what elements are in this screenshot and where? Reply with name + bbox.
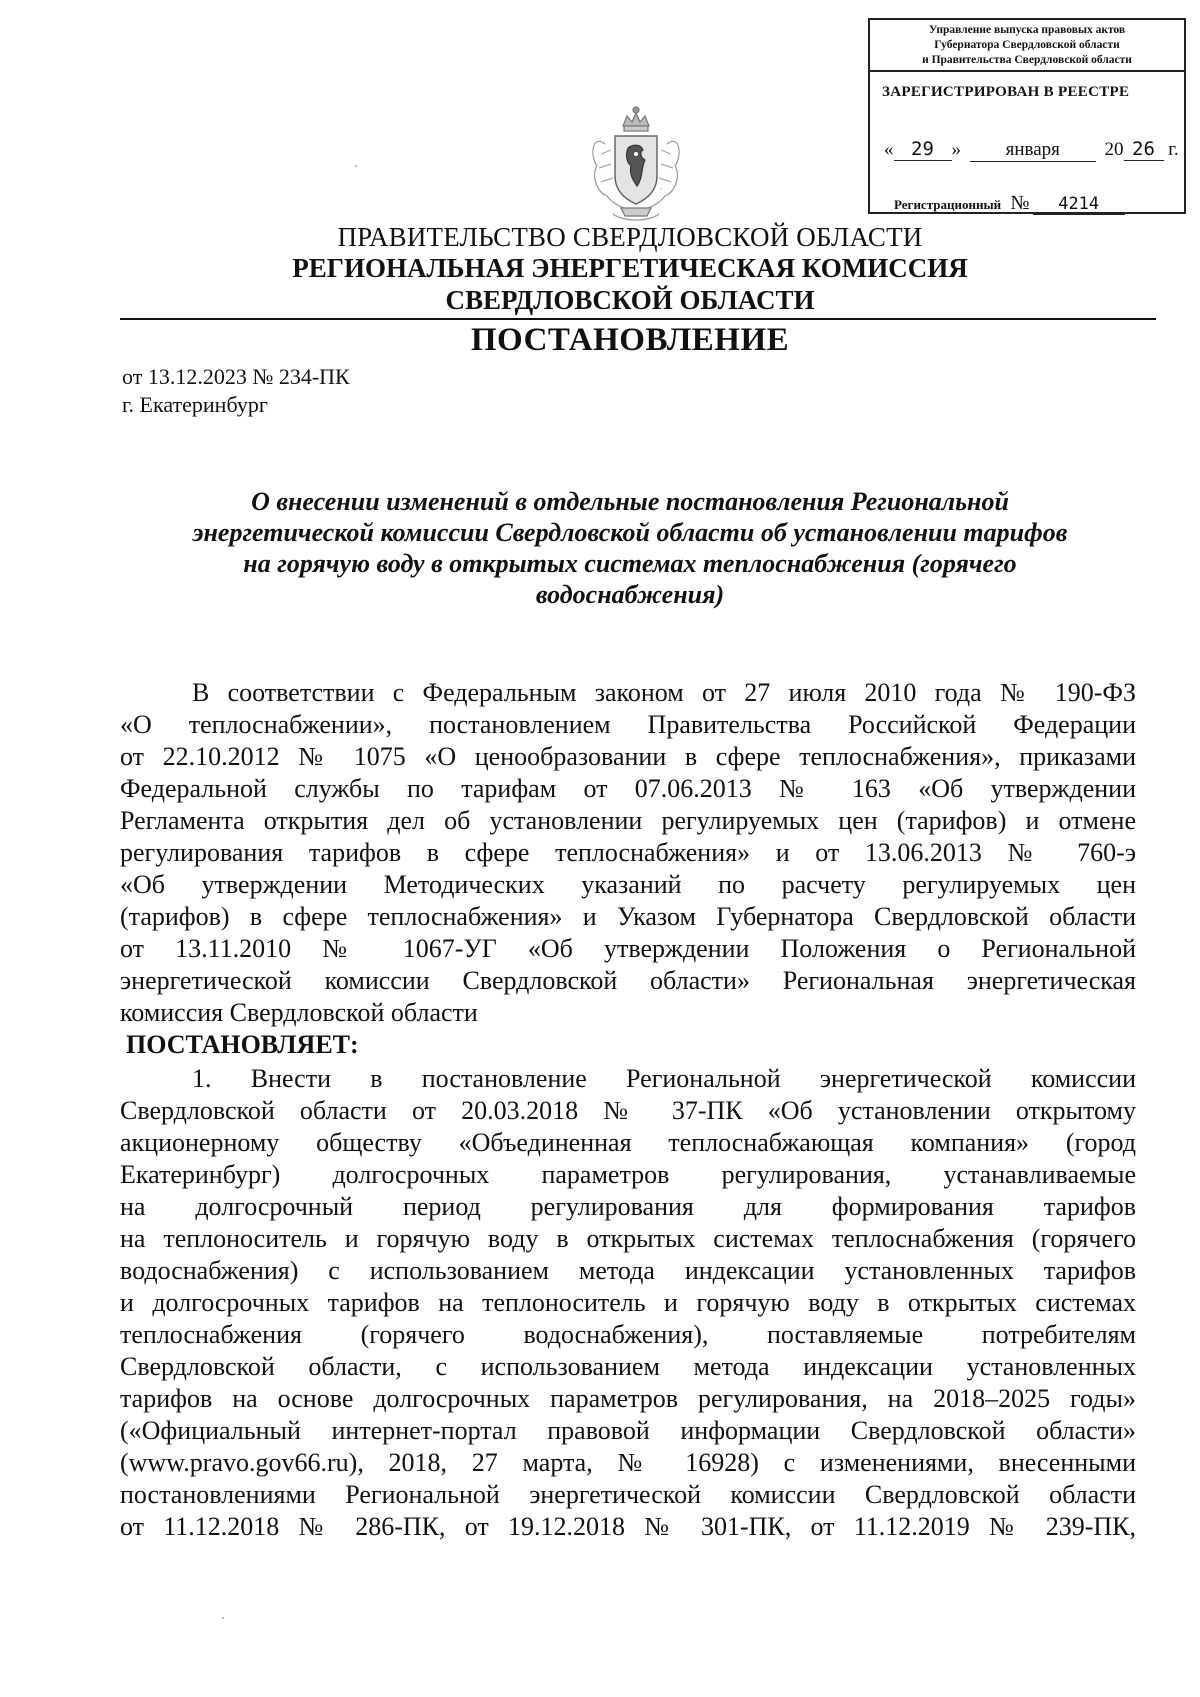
stamp-date-close-quote: » (951, 139, 961, 160)
preamble-line: Федеральной службы по тарифам от 07.06.2013 № 163 «Об утверждении (120, 774, 1136, 803)
title-line: на горячую воду в открытых системах теплоснабжения (горячего (243, 549, 1017, 578)
preamble-line: «Об утверждении Методических указаний по расчету регулируемых цен (120, 870, 1136, 899)
item-line: водоснабжения) с использованием метода индексации установленных тарифов (120, 1256, 1136, 1285)
item-line: теплоснабжения (горячего водоснабжения), поставляемые потребителям (120, 1320, 1136, 1349)
government-name: ПРАВИТЕЛЬСТВО СВЕРДЛОВСКОЙ ОБЛАСТИ (337, 222, 923, 252)
title-line: О внесении изменений в отдельные постановления Региональной (251, 487, 1009, 516)
registration-stamp (868, 18, 1186, 214)
preamble-line: (тарифов) в сфере теплоснабжения» и Указом Губернатора Свердловской области (120, 902, 1136, 931)
document-type: ПОСТАНОВЛЕНИЕ (470, 322, 790, 358)
commission-name-line2: СВЕРДЛОВСКОЙ ОБЛАСТИ (445, 285, 815, 315)
stamp-date-open-quote: « (884, 139, 894, 160)
stamp-number-value: 4214 (1033, 194, 1125, 215)
item-line: и долгосрочных тарифов на теплоноситель и горячую воду в открытых системах (120, 1288, 1136, 1317)
stamp-date-year-prefix: 20 (1104, 139, 1124, 160)
stamp-date-month: января (970, 139, 1096, 162)
item-line: акционерному обществу «Объединенная теплоснабжающая компания» (город (120, 1128, 1136, 1157)
preamble-line: регулирования тарифов в сфере теплоснабжения» и от 13.06.2013 № 760-э (120, 838, 1136, 867)
stamp-header-line: Губернатора Свердловской области (934, 39, 1120, 51)
title-line: водоснабжения) (535, 580, 725, 609)
stamp-header-line: и Правительства Свердловской области (922, 54, 1132, 66)
item-line: постановлениями Региональной энергетической комиссии Свердловской области (120, 1480, 1136, 1509)
preamble-line: от 22.10.2012 № 1075 «О ценообразовании в сфере теплоснабжения», приказами (120, 742, 1136, 771)
stamp-number (894, 192, 1125, 215)
scan-speck (355, 165, 357, 167)
header-divider (120, 318, 1156, 320)
item-line: (www.pravo.gov66.ru), 2018, 27 марта, № 16928) с изменениями, внесенными (120, 1448, 1136, 1477)
stamp-date-day: 29 (894, 138, 952, 161)
item-line: на теплоноситель и горячую воду в открытых системах теплоснабжения (горячего (120, 1224, 1136, 1253)
preamble-line: В соответствии с Федеральным законом от 27 июля 2010 года № 190-ФЗ (192, 678, 1136, 707)
document-title (130, 486, 1130, 610)
stamp-date-year-suffix: 26 (1124, 138, 1164, 161)
item-line: («Официальный интернет-портал правовой информации Свердловской области» (120, 1416, 1136, 1445)
item-line: Свердловской области от 20.03.2018 № 37-ПК «Об установлении открытому (120, 1096, 1136, 1125)
item-line: Екатеринбург) долгосрочных параметров регулирования, устанавливаемые (120, 1160, 1136, 1189)
scan-speck (660, 188, 662, 189)
stamp-registered-label: ЗАРЕГИСТРИРОВАН В РЕЕСТРЕ (882, 84, 1130, 100)
item-line: 1. Внести в постановление Региональной энергетической комиссии (192, 1064, 1136, 1093)
item-line: Свердловской области, с использованием метода индексации установленных (120, 1352, 1136, 1381)
preamble-line: комиссия Свердловской области (120, 998, 478, 1027)
stamp-date-year-unit: г. (1168, 139, 1179, 160)
preamble-line: Регламента открытия дел об установлении регулируемых цен (тарифов) и отмене (120, 806, 1136, 835)
coat-of-arms-icon (583, 104, 689, 224)
preamble-line: «О теплоснабжении», постановлением Правительства Российской Федерации (120, 710, 1136, 739)
stamp-header (870, 20, 1184, 72)
title-line: энергетической комиссии Свердловской области об установлении тарифов (192, 518, 1068, 547)
document-number: от 13.12.2023 № 234-ПК (122, 364, 350, 389)
stamp-number-sign: № (1010, 192, 1030, 214)
preamble-line: от 13.11.2010 № 1067-УГ «Об утверждении Положения о Региональной (120, 934, 1136, 963)
document-city: г. Екатеринбург (122, 392, 268, 417)
item-line: от 11.12.2018 № 286-ПК, от 19.12.2018 № 301-ПК, от 11.12.2019 № 239-ПК, (120, 1512, 1136, 1541)
scan-speck (222, 1617, 224, 1619)
stamp-number-label: Регистрационный (894, 197, 1002, 212)
item-line: на долгосрочный период регулирования для формирования тарифов (120, 1192, 1136, 1221)
stamp-header-line: Управление выпуска правовых актов (928, 24, 1126, 36)
commission-name-line1: РЕГИОНАЛЬНАЯ ЭНЕРГЕТИЧЕСКАЯ КОМИССИЯ (292, 253, 968, 283)
decree-word: ПОСТАНОВЛЯЕТ: (126, 1030, 359, 1059)
stamp-date (884, 138, 1179, 162)
preamble-line: энергетической комиссии Свердловской области» Региональная энергетическая (120, 966, 1136, 995)
item-line: тарифов на основе долгосрочных параметров регулирования, на 2018–2025 годы» (120, 1384, 1136, 1413)
